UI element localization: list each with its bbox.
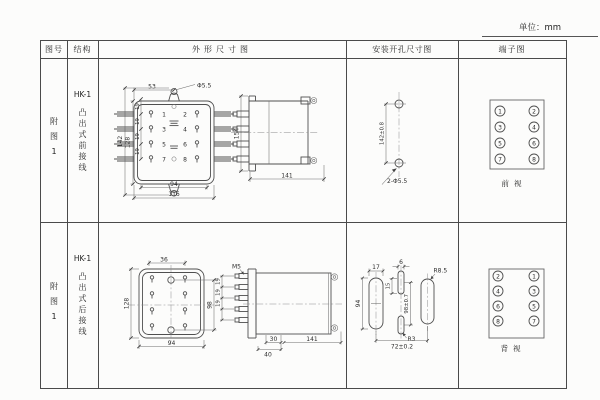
row2-fig-no-label: 附图1 bbox=[49, 282, 59, 328]
header-mounting-label: 安装开孔尺寸图 bbox=[372, 45, 432, 54]
spec-table bbox=[40, 40, 567, 389]
dim-98: 98 bbox=[206, 301, 214, 309]
front-wiring-mounting-svg bbox=[346, 58, 458, 222]
terminal-circle-number: 7 bbox=[498, 156, 502, 164]
dim-phi5-5: Φ5.5 bbox=[197, 82, 212, 90]
terminal-circle-number: 5 bbox=[498, 140, 502, 148]
terminal-circle-number: 4 bbox=[496, 288, 500, 296]
row2-outline-drawing bbox=[98, 222, 346, 388]
dim-94: 94 bbox=[355, 299, 362, 308]
terminal-circle-number: 2 bbox=[496, 273, 500, 281]
terminal-circle-number: 1 bbox=[532, 273, 536, 281]
header-mounting bbox=[346, 41, 458, 58]
dim-142: 142 bbox=[116, 135, 124, 148]
terminal-circle-number: 3 bbox=[532, 288, 536, 296]
row1-fig-no-label: 附图1 bbox=[49, 117, 59, 163]
dim-pitch-19: 19 bbox=[134, 133, 141, 140]
dim-15: 15 bbox=[385, 282, 392, 290]
dim-116: 116 bbox=[168, 191, 180, 199]
row1-model-label: HK-1 bbox=[73, 90, 92, 99]
header-fig-no bbox=[41, 41, 67, 58]
row1-mounting-drawing bbox=[346, 58, 458, 222]
view-caption: 背视 bbox=[500, 344, 526, 353]
thread-label-m5: M5 bbox=[232, 263, 241, 271]
dim-pitch-19: 19 bbox=[134, 118, 141, 125]
dim-94: 94 bbox=[167, 340, 176, 347]
terminal-number: 4 bbox=[183, 126, 187, 134]
terminal-circle-number: 6 bbox=[532, 140, 536, 148]
dim-98-tol: 98±0.7 bbox=[404, 293, 410, 314]
header-outline bbox=[98, 41, 346, 58]
dim-53: 53 bbox=[148, 83, 156, 91]
dim-141: 141 bbox=[281, 172, 293, 180]
terminal-circle-number: 8 bbox=[532, 156, 536, 164]
view-caption: 前视 bbox=[501, 179, 527, 188]
dim-36: 36 bbox=[160, 256, 168, 264]
rear-wiring-outline-svg bbox=[98, 222, 346, 388]
terminal-number: 1 bbox=[162, 111, 166, 119]
dim-30: 30 bbox=[269, 336, 278, 343]
terminal-circle-number: 8 bbox=[496, 318, 500, 326]
holes-count-label: 2-Φ5.5 bbox=[387, 178, 408, 185]
radius-r85-label: R8.5 bbox=[433, 267, 448, 275]
terminal-circle-number: 7 bbox=[532, 318, 536, 326]
terminal-number: 3 bbox=[162, 126, 166, 134]
front-view-terminal-svg bbox=[458, 58, 566, 222]
dim-128: 128 bbox=[124, 136, 132, 149]
header-structure-label: 结构 bbox=[73, 45, 92, 54]
dim-pitch-19: 19 bbox=[215, 300, 222, 307]
terminal-circle-number: 5 bbox=[532, 303, 536, 311]
dim-pitch-19: 19 bbox=[215, 278, 222, 285]
terminal-number: 7 bbox=[162, 156, 166, 164]
dim-128: 128 bbox=[123, 297, 131, 310]
terminal-circle-number: 6 bbox=[496, 303, 500, 311]
dim-141: 141 bbox=[306, 336, 318, 343]
dim-pitch-19: 19 bbox=[134, 148, 141, 155]
front-wiring-outline-svg bbox=[98, 58, 346, 222]
row2-terminal-drawing bbox=[458, 222, 566, 388]
header-structure bbox=[67, 41, 98, 58]
row2-model-label: HK-1 bbox=[73, 254, 92, 263]
dim-40: 40 bbox=[264, 351, 272, 359]
row2-fig-no bbox=[41, 222, 67, 388]
terminal-circle-number: 3 bbox=[498, 124, 502, 132]
terminal-number: 6 bbox=[183, 141, 187, 149]
header-terminal bbox=[458, 41, 566, 58]
rear-wiring-mounting-svg bbox=[346, 222, 458, 388]
unit-label: 单位：mm bbox=[482, 21, 598, 37]
terminal-circle-number: 1 bbox=[498, 108, 502, 116]
dim-17: 17 bbox=[372, 264, 380, 271]
header-outline-label: 外形尺寸图 bbox=[192, 45, 252, 54]
terminal-circle-number: 4 bbox=[532, 124, 536, 132]
dim-142-tol: 142±0.8 bbox=[379, 122, 386, 145]
terminal-circle-number: 2 bbox=[532, 108, 536, 116]
radius-r3-label: R3 bbox=[407, 336, 416, 343]
row2-mounting-drawing bbox=[346, 222, 458, 388]
dim-pitch-19: 19 bbox=[134, 103, 141, 110]
terminal-number: 2 bbox=[183, 111, 187, 119]
row2-structure-label: 凸出式后接线 bbox=[78, 272, 87, 338]
dim-6: 6 bbox=[399, 258, 403, 266]
row1-structure-label: 凸出式前接线 bbox=[78, 108, 87, 174]
dim-154: 154 bbox=[233, 127, 241, 140]
terminal-number: 8 bbox=[183, 156, 187, 164]
header-fig-no-label: 图号 bbox=[45, 45, 63, 54]
rear-view-terminal-svg bbox=[458, 222, 566, 388]
row1-outline-drawing bbox=[98, 58, 346, 222]
dim-pitch-19: 19 bbox=[215, 289, 222, 296]
row1-terminal-drawing bbox=[458, 58, 566, 222]
row1-fig-no bbox=[41, 58, 67, 222]
row2-structure bbox=[67, 222, 98, 388]
header-terminal-label: 端子图 bbox=[498, 45, 526, 54]
dim-72-tol: 72±0.2 bbox=[390, 343, 414, 351]
terminal-number: 5 bbox=[162, 141, 166, 149]
row1-structure bbox=[67, 58, 98, 222]
dim-94: 94 bbox=[170, 180, 178, 188]
